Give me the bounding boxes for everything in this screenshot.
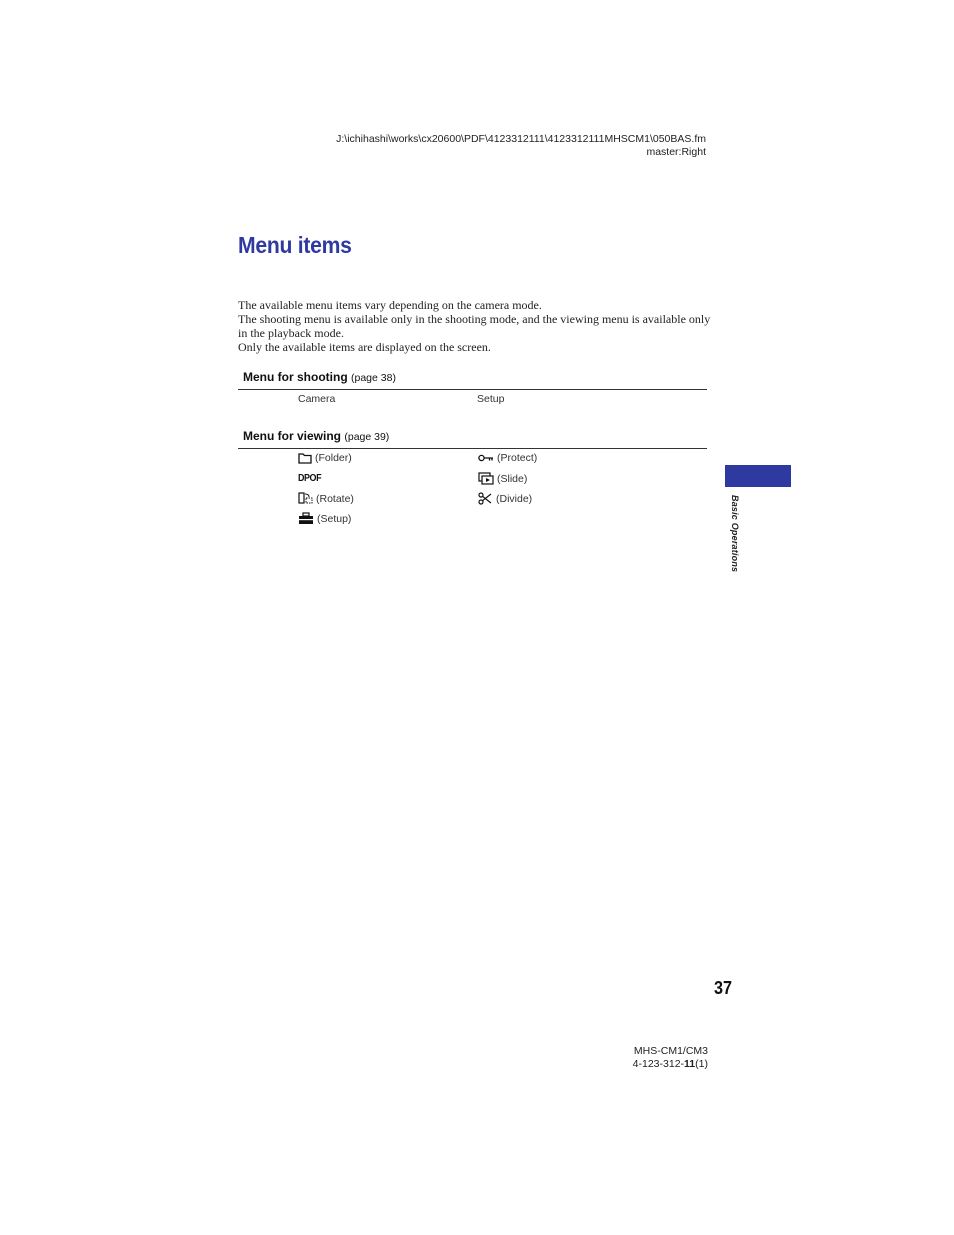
page-number: 37 bbox=[714, 978, 733, 998]
folder-icon bbox=[298, 452, 312, 464]
shooting-item-camera bbox=[298, 393, 335, 405]
scissors-icon bbox=[478, 492, 493, 505]
viewing-heading-text: Menu for viewing bbox=[243, 429, 342, 443]
viewing-item-rotate bbox=[298, 492, 354, 505]
viewing-item-setup bbox=[298, 512, 351, 525]
viewing-item-label: (Slide) bbox=[497, 472, 528, 485]
dpof-icon: DPOF bbox=[298, 472, 322, 484]
footer-model-info bbox=[633, 1045, 708, 1071]
viewing-menu-heading bbox=[243, 429, 389, 443]
slideshow-icon bbox=[478, 472, 494, 485]
file-path-header bbox=[336, 133, 706, 159]
intro-text bbox=[238, 298, 718, 354]
viewing-divider bbox=[238, 448, 707, 449]
shooting-item-setup bbox=[477, 393, 504, 405]
shooting-heading-text: Menu for shooting bbox=[243, 370, 348, 384]
viewing-item-dpof bbox=[298, 472, 325, 484]
intro-line-3: Only the available items are displayed on the screen. bbox=[238, 340, 491, 354]
file-path: J:\ichihashi\works\cx20600\PDF\4123312111\4123312111MHSCM1\050BAS.fm bbox=[336, 133, 706, 145]
viewing-item-label: (Rotate) bbox=[316, 492, 354, 505]
code-prefix: 4-123-312- bbox=[632, 1058, 685, 1070]
code-bold: 11 bbox=[684, 1058, 696, 1070]
chapter-side-label: Basic Operations bbox=[730, 495, 740, 573]
viewing-item-divide bbox=[478, 492, 532, 505]
master-page-label: master:Right bbox=[646, 146, 706, 158]
shooting-menu-heading bbox=[243, 370, 396, 384]
viewing-item-label: (Folder) bbox=[315, 452, 352, 464]
shooting-item-label: Setup bbox=[477, 393, 505, 405]
viewing-item-label: (Divide) bbox=[496, 492, 533, 505]
shooting-item-label: Camera bbox=[298, 393, 336, 405]
chapter-tab-marker bbox=[725, 465, 791, 487]
document-code bbox=[633, 1058, 708, 1071]
code-suffix: (1) bbox=[695, 1058, 708, 1070]
rotate-icon bbox=[298, 492, 313, 505]
toolbox-icon bbox=[298, 512, 314, 525]
viewing-item-label: (Setup) bbox=[317, 512, 352, 525]
viewing-item-folder bbox=[298, 452, 352, 464]
shooting-divider bbox=[238, 389, 707, 390]
page-title: Menu items bbox=[238, 232, 352, 258]
key-icon bbox=[478, 453, 494, 463]
viewing-page-ref: (page 39) bbox=[344, 431, 390, 443]
viewing-item-label: (Protect) bbox=[497, 452, 538, 464]
shooting-page-ref: (page 38) bbox=[351, 372, 396, 384]
viewing-item-protect bbox=[478, 452, 537, 464]
intro-line-1: The available menu items vary depending on the camera mode. bbox=[238, 298, 542, 312]
model-name: MHS-CM1/CM3 bbox=[633, 1045, 708, 1057]
viewing-item-slide bbox=[478, 472, 527, 485]
intro-line-2: The shooting menu is available only in the shooting mode, and the viewing menu is available only in the playback mode. bbox=[238, 312, 711, 340]
